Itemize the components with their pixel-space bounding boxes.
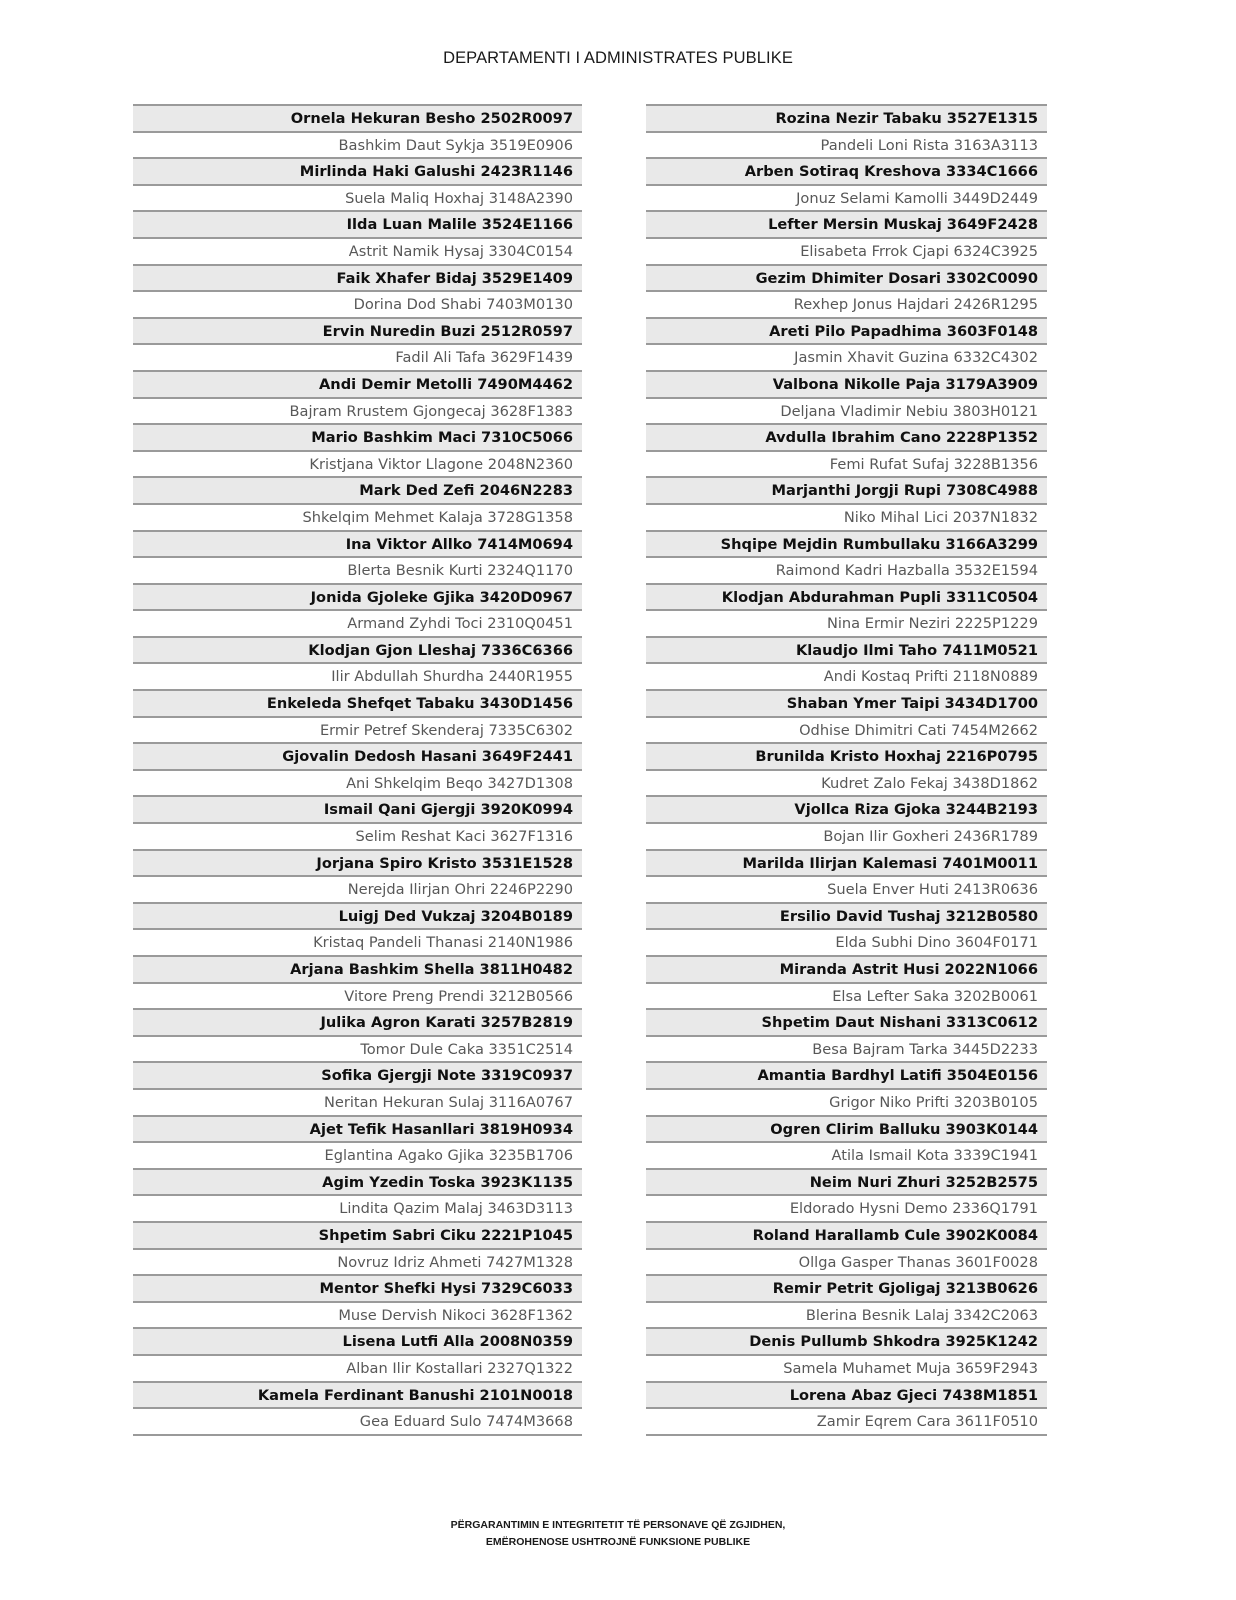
- left-name-list: [133, 104, 582, 1436]
- list-item: Shpetim Daut Nishani 3313C0612: [646, 1010, 1047, 1037]
- list-item: Enkeleda Shefqet Tabaku 3430D1456: [133, 691, 582, 718]
- list-item: Vjollca Riza Gjoka 3244B2193: [646, 797, 1047, 824]
- list-item: Suela Enver Huti 2413R0636: [646, 877, 1047, 904]
- list-item: Rozina Nezir Tabaku 3527E1315: [646, 106, 1047, 133]
- list-item: Areti Pilo Papadhima 3603F0148: [646, 319, 1047, 346]
- list-item: Elisabeta Frrok Cjapi 6324C3925: [646, 239, 1047, 266]
- list-item: Odhise Dhimitri Cati 7454M2662: [646, 718, 1047, 745]
- list-item: Avdulla Ibrahim Cano 2228P1352: [646, 425, 1047, 452]
- right-name-list: [646, 104, 1047, 1436]
- list-item: Mirlinda Haki Galushi 2423R1146: [133, 159, 582, 186]
- list-item: Ollga Gasper Thanas 3601F0028: [646, 1250, 1047, 1277]
- list-item: Brunilda Kristo Hoxhaj 2216P0795: [646, 744, 1047, 771]
- list-item: Raimond Kadri Hazballa 3532E1594: [646, 558, 1047, 585]
- list-item: Kudret Zalo Fekaj 3438D1862: [646, 771, 1047, 798]
- list-item: Elda Subhi Dino 3604F0171: [646, 930, 1047, 957]
- list-item: Ani Shkelqim Beqo 3427D1308: [133, 771, 582, 798]
- list-item: Neim Nuri Zhuri 3252B2575: [646, 1170, 1047, 1197]
- list-item: Bojan Ilir Goxheri 2436R1789: [646, 824, 1047, 851]
- list-item: Lisena Lutfi Alla 2008N0359: [133, 1329, 582, 1356]
- list-item: Roland Harallamb Cule 3902K0084: [646, 1223, 1047, 1250]
- list-item: Ilda Luan Malile 3524E1166: [133, 212, 582, 239]
- list-item: Faik Xhafer Bidaj 3529E1409: [133, 266, 582, 293]
- list-item: Alban Ilir Kostallari 2327Q1322: [133, 1356, 582, 1383]
- list-item: Nerejda Ilirjan Ohri 2246P2290: [133, 877, 582, 904]
- list-item: Blerta Besnik Kurti 2324Q1170: [133, 558, 582, 585]
- list-item: Kristjana Viktor Llagone 2048N2360: [133, 452, 582, 479]
- list-item: Shqipe Mejdin Rumbullaku 3166A3299: [646, 532, 1047, 559]
- list-item: Rexhep Jonus Hajdari 2426R1295: [646, 292, 1047, 319]
- list-item: Elsa Lefter Saka 3202B0061: [646, 984, 1047, 1011]
- list-item: Shaban Ymer Taipi 3434D1700: [646, 691, 1047, 718]
- list-item: Luigj Ded Vukzaj 3204B0189: [133, 904, 582, 931]
- list-item: Vitore Preng Prendi 3212B0566: [133, 984, 582, 1011]
- list-item: Grigor Niko Prifti 3203B0105: [646, 1090, 1047, 1117]
- list-item: Pandeli Loni Rista 3163A3113: [646, 133, 1047, 160]
- list-item: Nina Ermir Neziri 2225P1229: [646, 611, 1047, 638]
- list-item: Gezim Dhimiter Dosari 3302C0090: [646, 266, 1047, 293]
- list-item: Ermir Petref Skenderaj 7335C6302: [133, 718, 582, 745]
- list-item: Denis Pullumb Shkodra 3925K1242: [646, 1329, 1047, 1356]
- list-item: Jasmin Xhavit Guzina 6332C4302: [646, 345, 1047, 372]
- list-item: Arjana Bashkim Shella 3811H0482: [133, 957, 582, 984]
- list-item: Mario Bashkim Maci 7310C5066: [133, 425, 582, 452]
- list-item: Deljana Vladimir Nebiu 3803H0121: [646, 399, 1047, 426]
- list-item: Eldorado Hysni Demo 2336Q1791: [646, 1196, 1047, 1223]
- list-item: Ilir Abdullah Shurdha 2440R1955: [133, 664, 582, 691]
- list-item: Julika Agron Karati 3257B2819: [133, 1010, 582, 1037]
- list-item: Samela Muhamet Muja 3659F2943: [646, 1356, 1047, 1383]
- list-item: Novruz Idriz Ahmeti 7427M1328: [133, 1250, 582, 1277]
- list-item: Marilda Ilirjan Kalemasi 7401M0011: [646, 851, 1047, 878]
- list-item: Dorina Dod Shabi 7403M0130: [133, 292, 582, 319]
- list-item: Eglantina Agako Gjika 3235B1706: [133, 1143, 582, 1170]
- list-item: Gea Eduard Sulo 7474M3668: [133, 1409, 582, 1436]
- footer-line-2: EMËROHENOSE USHTROJNË FUNKSIONE PUBLIKE: [485, 1536, 751, 1548]
- list-item: Lefter Mersin Muskaj 3649F2428: [646, 212, 1047, 239]
- list-item: Niko Mihal Lici 2037N1832: [646, 505, 1047, 532]
- list-item: Muse Dervish Nikoci 3628F1362: [133, 1303, 582, 1330]
- list-item: Ersilio David Tushaj 3212B0580: [646, 904, 1047, 931]
- list-item: Ogren Clirim Balluku 3903K0144: [646, 1117, 1047, 1144]
- list-item: Valbona Nikolle Paja 3179A3909: [646, 372, 1047, 399]
- list-item: Atila Ismail Kota 3339C1941: [646, 1143, 1047, 1170]
- list-item: Klodjan Gjon Lleshaj 7336C6366: [133, 638, 582, 665]
- list-item: Tomor Dule Caka 3351C2514: [133, 1037, 582, 1064]
- page-footer: [0, 1517, 1236, 1551]
- list-item: Zamir Eqrem Cara 3611F0510: [646, 1409, 1047, 1436]
- list-item: Andi Kostaq Prifti 2118N0889: [646, 664, 1047, 691]
- footer-line-1: PËRGARANTIMIN E INTEGRITETIT TË PERSONAVE QË ZGJIDHEN,: [450, 1519, 786, 1531]
- list-item: Remir Petrit Gjoligaj 3213B0626: [646, 1276, 1047, 1303]
- list-item: Gjovalin Dedosh Hasani 3649F2441: [133, 744, 582, 771]
- list-item: Arben Sotiraq Kreshova 3334C1666: [646, 159, 1047, 186]
- list-item: Klodjan Abdurahman Pupli 3311C0504: [646, 585, 1047, 612]
- list-item: Femi Rufat Sufaj 3228B1356: [646, 452, 1047, 479]
- page-title: DEPARTAMENTI I ADMINISTRATES PUBLIKE: [443, 49, 793, 67]
- list-item: Klaudjo Ilmi Taho 7411M0521: [646, 638, 1047, 665]
- list-item: Bajram Rrustem Gjongecaj 3628F1383: [133, 399, 582, 426]
- list-item: Ervin Nuredin Buzi 2512R0597: [133, 319, 582, 346]
- list-item: Lorena Abaz Gjeci 7438M1851: [646, 1383, 1047, 1410]
- list-item: Andi Demir Metolli 7490M4462: [133, 372, 582, 399]
- list-item: Kristaq Pandeli Thanasi 2140N1986: [133, 930, 582, 957]
- list-item: Jonuz Selami Kamolli 3449D2449: [646, 186, 1047, 213]
- list-item: Sofika Gjergji Note 3319C0937: [133, 1063, 582, 1090]
- list-item: Ajet Tefik Hasanllari 3819H0934: [133, 1117, 582, 1144]
- list-item: Shpetim Sabri Ciku 2221P1045: [133, 1223, 582, 1250]
- list-item: Jorjana Spiro Kristo 3531E1528: [133, 851, 582, 878]
- list-item: Kamela Ferdinant Banushi 2101N0018: [133, 1383, 582, 1410]
- list-item: Marjanthi Jorgji Rupi 7308C4988: [646, 478, 1047, 505]
- list-item: Bashkim Daut Sykja 3519E0906: [133, 133, 582, 160]
- list-item: Shkelqim Mehmet Kalaja 3728G1358: [133, 505, 582, 532]
- list-item: Lindita Qazim Malaj 3463D3113: [133, 1196, 582, 1223]
- list-item: Suela Maliq Hoxhaj 3148A2390: [133, 186, 582, 213]
- list-item: Mark Ded Zefi 2046N2283: [133, 478, 582, 505]
- list-item: Astrit Namik Hysaj 3304C0154: [133, 239, 582, 266]
- list-item: Ina Viktor Allko 7414M0694: [133, 532, 582, 559]
- list-item: Jonida Gjoleke Gjika 3420D0967: [133, 585, 582, 612]
- list-item: Ismail Qani Gjergji 3920K0994: [133, 797, 582, 824]
- list-item: Armand Zyhdi Toci 2310Q0451: [133, 611, 582, 638]
- list-item: Mentor Shefki Hysi 7329C6033: [133, 1276, 582, 1303]
- list-item: Miranda Astrit Husi 2022N1066: [646, 957, 1047, 984]
- list-item: Selim Reshat Kaci 3627F1316: [133, 824, 582, 851]
- list-item: Agim Yzedin Toska 3923K1135: [133, 1170, 582, 1197]
- list-item: Besa Bajram Tarka 3445D2233: [646, 1037, 1047, 1064]
- list-item: Blerina Besnik Lalaj 3342C2063: [646, 1303, 1047, 1330]
- list-item: Fadil Ali Tafa 3629F1439: [133, 345, 582, 372]
- list-item: Neritan Hekuran Sulaj 3116A0767: [133, 1090, 582, 1117]
- list-item: Amantia Bardhyl Latifi 3504E0156: [646, 1063, 1047, 1090]
- list-item: Ornela Hekuran Besho 2502R0097: [133, 106, 582, 133]
